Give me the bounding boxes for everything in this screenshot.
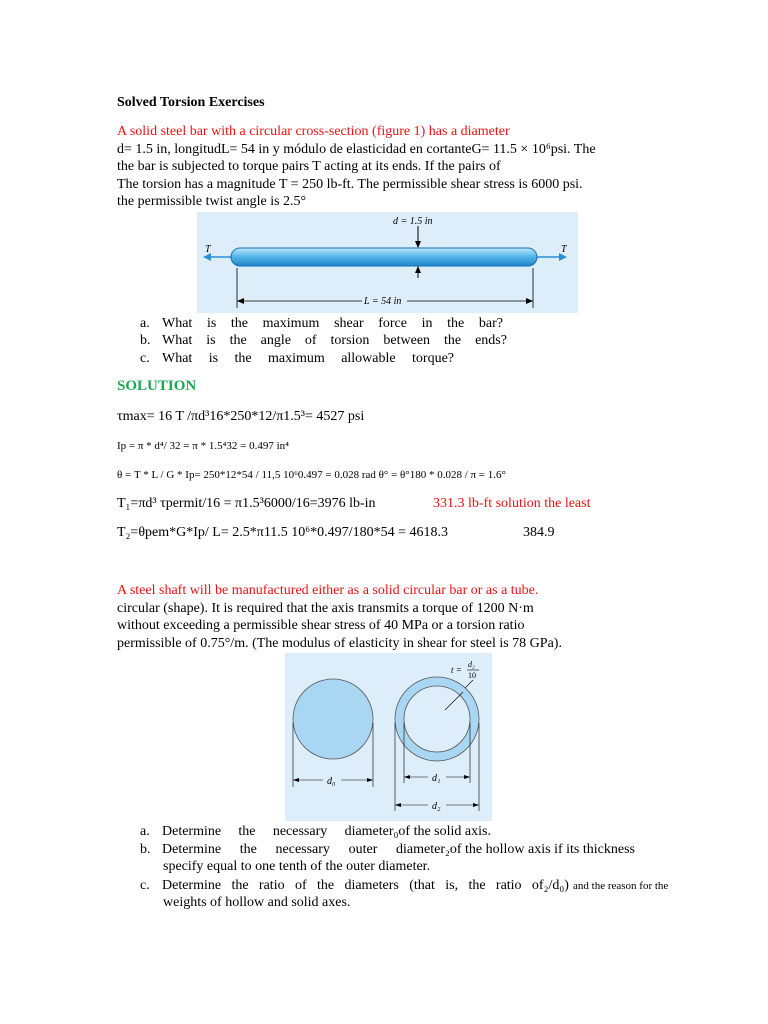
word: What <box>162 351 193 366</box>
word: the <box>231 878 249 893</box>
word: between <box>383 333 431 348</box>
item-c-continuation: weights of hollow and solid axes. <box>163 895 351 910</box>
ex1-intro: A solid steel bar with a circular cross-section (figure 1) has a diameter <box>117 124 510 139</box>
shaft-diagram <box>285 653 492 821</box>
question-b <box>140 332 507 349</box>
word: What <box>162 316 193 331</box>
item-b-label: b. <box>140 842 151 857</box>
L-arrow-right <box>526 298 533 304</box>
d-arrow-bottom <box>415 266 421 273</box>
item-a-label: a. <box>140 824 150 839</box>
t1-note: 331.3 lb-ft solution the least <box>433 496 591 511</box>
label-d1: d₁ <box>432 773 441 784</box>
formula-theta: θ = T * L / G * Ip= 250*12*54 / 11,5 10⁶0.497 = 0.028 rad θ° = θ°180 * 0.028 / π = 1.6° <box>117 469 506 481</box>
word: allowable <box>341 351 396 366</box>
ex2-line-3: without exceeding a permissible shear stress of 40 MPa or a torsion ratio <box>117 618 525 633</box>
label-t-denominator: 10 <box>468 671 476 680</box>
word: diameter₂of the hollow axis if its thickness <box>396 842 635 857</box>
d2-arrow-right <box>473 803 479 807</box>
shaft-figure <box>285 653 492 821</box>
ex1-line-3: the bar is subjected to torque pairs T acting at its ends. If the pairs of <box>117 159 501 174</box>
item-b-continuation: specify equal to one tenth of the outer diameter. <box>163 859 431 874</box>
label-d2: d₂ <box>432 801 441 812</box>
word: outer <box>348 842 378 857</box>
word: Determine <box>162 842 222 857</box>
d1-arrow-right <box>464 775 470 779</box>
diameter-label: d = 1.5 in <box>393 216 433 227</box>
question-c <box>140 350 454 367</box>
word: necessary <box>272 824 328 839</box>
word: the <box>447 316 465 331</box>
L-arrow-left <box>237 298 244 304</box>
word: of₂/d₀) <box>531 878 569 893</box>
item-a <box>140 823 491 840</box>
word: Determine <box>162 878 222 893</box>
question-b-text <box>162 332 507 349</box>
item-c-text <box>162 877 569 894</box>
label-d0: d₀ <box>327 776 336 787</box>
word: in <box>421 316 433 331</box>
word: torque? <box>412 351 454 366</box>
d0-arrow-right <box>367 778 373 782</box>
word: is <box>208 351 219 366</box>
word: bar? <box>478 316 503 331</box>
word: maximum <box>268 351 325 366</box>
d0-arrow-left <box>293 778 299 782</box>
d2-arrow-left <box>395 803 401 807</box>
thickness-leader-out <box>465 680 473 688</box>
word: the <box>229 333 247 348</box>
word: of <box>294 878 307 893</box>
ex1-line-2: d= 1.5 in, longitudL= 54 in y módulo de elasticidad en cortanteG= 11.5 × 10⁶psi. The <box>117 142 596 157</box>
question-a <box>140 315 503 332</box>
formula-t1: T₁=πd³ τpermit/16 = π1.5³6000/16=3976 lb-in <box>117 496 376 511</box>
formula-t2: T₂=θpem*G*Ip/ L= 2.5*π11.5 10⁶*0.497/180*54 = 4618.3 <box>117 525 448 540</box>
question-a-label: a. <box>140 316 150 331</box>
word: ratio <box>258 878 285 893</box>
formula-tau: τmax= 16 T /πd³16*250*12/π1.5³= 4527 psi <box>117 409 365 424</box>
word: necessary <box>275 842 330 857</box>
question-c-label: c. <box>140 351 150 366</box>
word: the <box>468 878 486 893</box>
item-b-text <box>162 841 635 858</box>
length-label: L = 54 in <box>364 296 402 307</box>
word: is <box>206 333 216 348</box>
bar-diagram <box>197 212 578 313</box>
word: the <box>239 842 257 857</box>
word: diameters <box>344 878 399 893</box>
solution-heading: SOLUTION <box>117 378 197 394</box>
word: diameter₀of the solid axis. <box>344 824 491 839</box>
word: What <box>162 333 193 348</box>
word: Determine <box>162 824 222 839</box>
ex2-line-4: permissible of 0.75°/m. (The modulus of elasticity in shear for steel is 78 GPa). <box>117 636 562 651</box>
bar-figure <box>197 212 578 313</box>
word: the <box>234 351 252 366</box>
word: of <box>304 333 317 348</box>
label-t: t = <box>451 665 462 675</box>
question-b-label: b. <box>140 333 151 348</box>
word: ratio <box>495 878 522 893</box>
word: the <box>238 824 256 839</box>
word: the <box>444 333 462 348</box>
item-a-text <box>162 823 491 840</box>
question-c-text <box>162 350 454 367</box>
hollow-shaft-inner <box>404 686 470 752</box>
word: ends? <box>475 333 507 348</box>
d-arrow-top <box>415 241 421 248</box>
word: maximum <box>262 316 320 331</box>
word: shear <box>334 316 364 331</box>
question-a-text <box>162 315 503 332</box>
word: torsion <box>330 333 370 348</box>
formula-ip: Ip = π * d⁴/ 32 = π * 1.5⁴32 = 0.497 in⁴ <box>117 440 289 452</box>
item-c-label: c. <box>140 878 150 893</box>
word: is, <box>445 878 459 893</box>
steel-bar <box>231 248 537 266</box>
solid-shaft-circle <box>293 679 373 759</box>
word: the <box>316 878 335 893</box>
word: (that <box>409 878 435 893</box>
word: is <box>206 316 217 331</box>
ex1-line-5: the permissible twist angle is 2.5° <box>117 194 307 209</box>
item-c-tail: and the reason for the <box>573 880 669 892</box>
label-t-numerator: d₂ <box>468 660 475 669</box>
ex1-line-4: The torsion has a magnitude T = 250 lb-ft. The permissible shear stress is 6000 psi. <box>117 177 583 192</box>
ex2-line-2: circular (shape). It is required that the axis transmits a torque of 1200 N·m <box>117 601 534 616</box>
word: force <box>378 316 407 331</box>
item-b <box>140 841 635 858</box>
word: the <box>230 316 249 331</box>
torque-label-right: T <box>561 244 567 255</box>
t2-note: 384.9 <box>523 525 555 540</box>
d1-arrow-left <box>404 775 410 779</box>
ex2-intro: A steel shaft will be manufactured either as a solid circular bar or as a tube. <box>117 583 539 598</box>
document-title: Solved Torsion Exercises <box>117 95 265 110</box>
word: angle <box>260 333 291 348</box>
item-c <box>140 877 668 895</box>
torque-label-left: T <box>205 244 211 255</box>
